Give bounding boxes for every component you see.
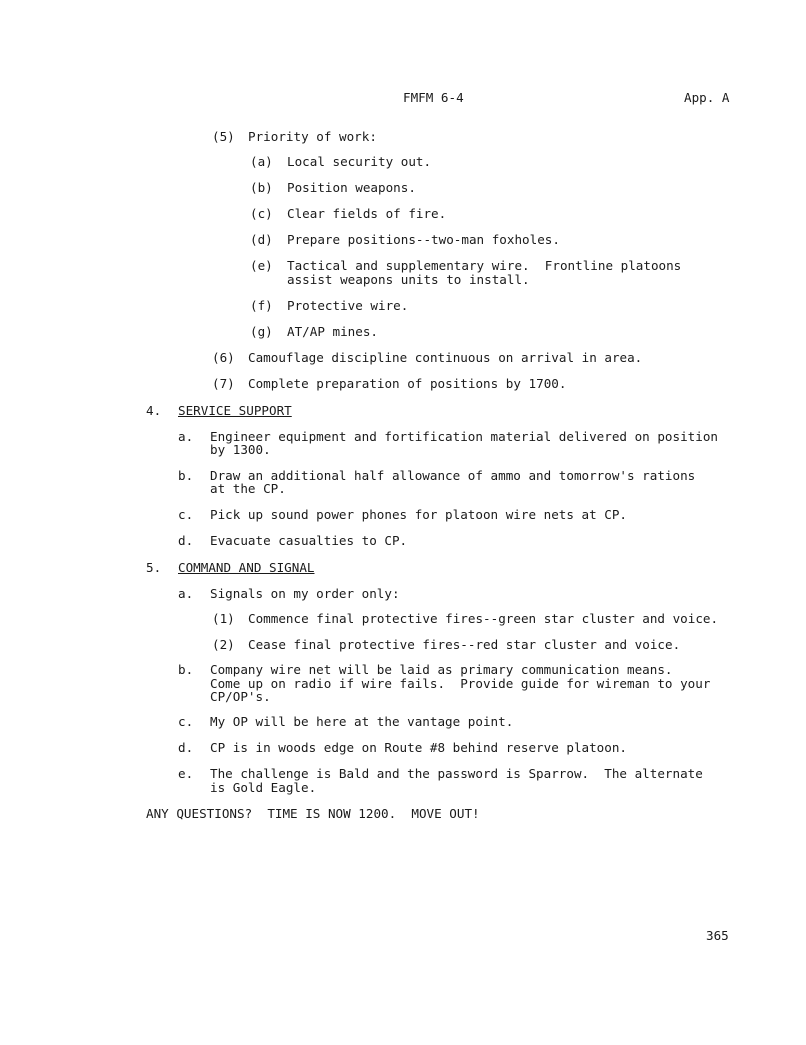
priority-g-text: AT/AP mines. [287,324,378,339]
s5-b-label: b. [178,662,194,677]
priority-f-label: (f) [250,298,273,313]
s4-d-label: d. [178,533,194,548]
s5-e-label: e. [178,766,194,781]
priority-d-text: Prepare positions--two-man foxholes. [287,232,560,247]
section-5-number: 5. [146,560,162,575]
item-7-number: (7) [212,376,235,391]
section-4-number: 4. [146,403,162,418]
priority-number: (5) [212,129,235,144]
s4-c-label: c. [178,507,194,522]
s5-d-label: d. [178,740,194,755]
s4-a-label: a. [178,429,194,444]
signal-2-label: (2) [212,637,235,652]
s5-e-text-line2: is Gold Eagle. [210,780,317,795]
priority-title: Priority of work: [248,129,377,144]
priority-e-text-line2: assist weapons units to install. [287,272,530,287]
s5-a-label: a. [178,586,194,601]
s4-d-text: Evacuate casualties to CP. [210,533,408,548]
s4-c-text: Pick up sound power phones for platoon wire nets at CP. [210,507,628,522]
s5-c-text: My OP will be here at the vantage point. [210,714,514,729]
page-number: 365 [706,928,729,943]
priority-c-text: Clear fields of fire. [287,206,447,221]
document-id: FMFM 6-4 [403,90,464,105]
priority-e-text-line1: Tactical and supplementary wire. Frontline platoons [287,258,682,273]
s5-b-text-line3: CP/OP's. [210,689,271,704]
s4-b-text-line2: at the CP. [210,481,286,496]
priority-e-label: (e) [250,258,273,273]
s4-a-text-line2: by 1300. [210,442,271,457]
s4-b-text-line1: Draw an additional half allowance of ammo and tomorrow's rations [210,468,696,483]
priority-b-label: (b) [250,180,273,195]
signal-2-text: Cease final protective fires--red star cluster and voice. [248,637,681,652]
section-4-heading: SERVICE SUPPORT [178,403,292,418]
s5-b-text-line2: Come up on radio if wire fails. Provide guide for wireman to your [210,676,711,691]
signal-1-text: Commence final protective fires--green star cluster and voice. [248,611,719,626]
item-6-text: Camouflage discipline continuous on arrival in area. [248,350,643,365]
section-5-heading: COMMAND AND SIGNAL [178,560,315,575]
priority-g-label: (g) [250,324,273,339]
priority-c-label: (c) [250,206,273,221]
s4-a-text-line1: Engineer equipment and fortification material delivered on position [210,429,718,444]
closing-statement: ANY QUESTIONS? TIME IS NOW 1200. MOVE OUT! [146,806,480,821]
s5-c-label: c. [178,714,194,729]
s5-d-text: CP is in woods edge on Route #8 behind reserve platoon. [210,740,628,755]
s5-a-text: Signals on my order only: [210,586,400,601]
priority-a-text: Local security out. [287,154,432,169]
s5-b-text-line1: Company wire net will be laid as primary communication means. [210,662,673,677]
item-7-text: Complete preparation of positions by 1700. [248,376,567,391]
s4-b-label: b. [178,468,194,483]
appendix-label: App. A [684,90,730,105]
signal-1-label: (1) [212,611,235,626]
priority-a-label: (a) [250,154,273,169]
item-6-number: (6) [212,350,235,365]
s5-e-text-line1: The challenge is Bald and the password is Sparrow. The alternate [210,766,703,781]
priority-d-label: (d) [250,232,273,247]
priority-f-text: Protective wire. [287,298,409,313]
priority-b-text: Position weapons. [287,180,416,195]
